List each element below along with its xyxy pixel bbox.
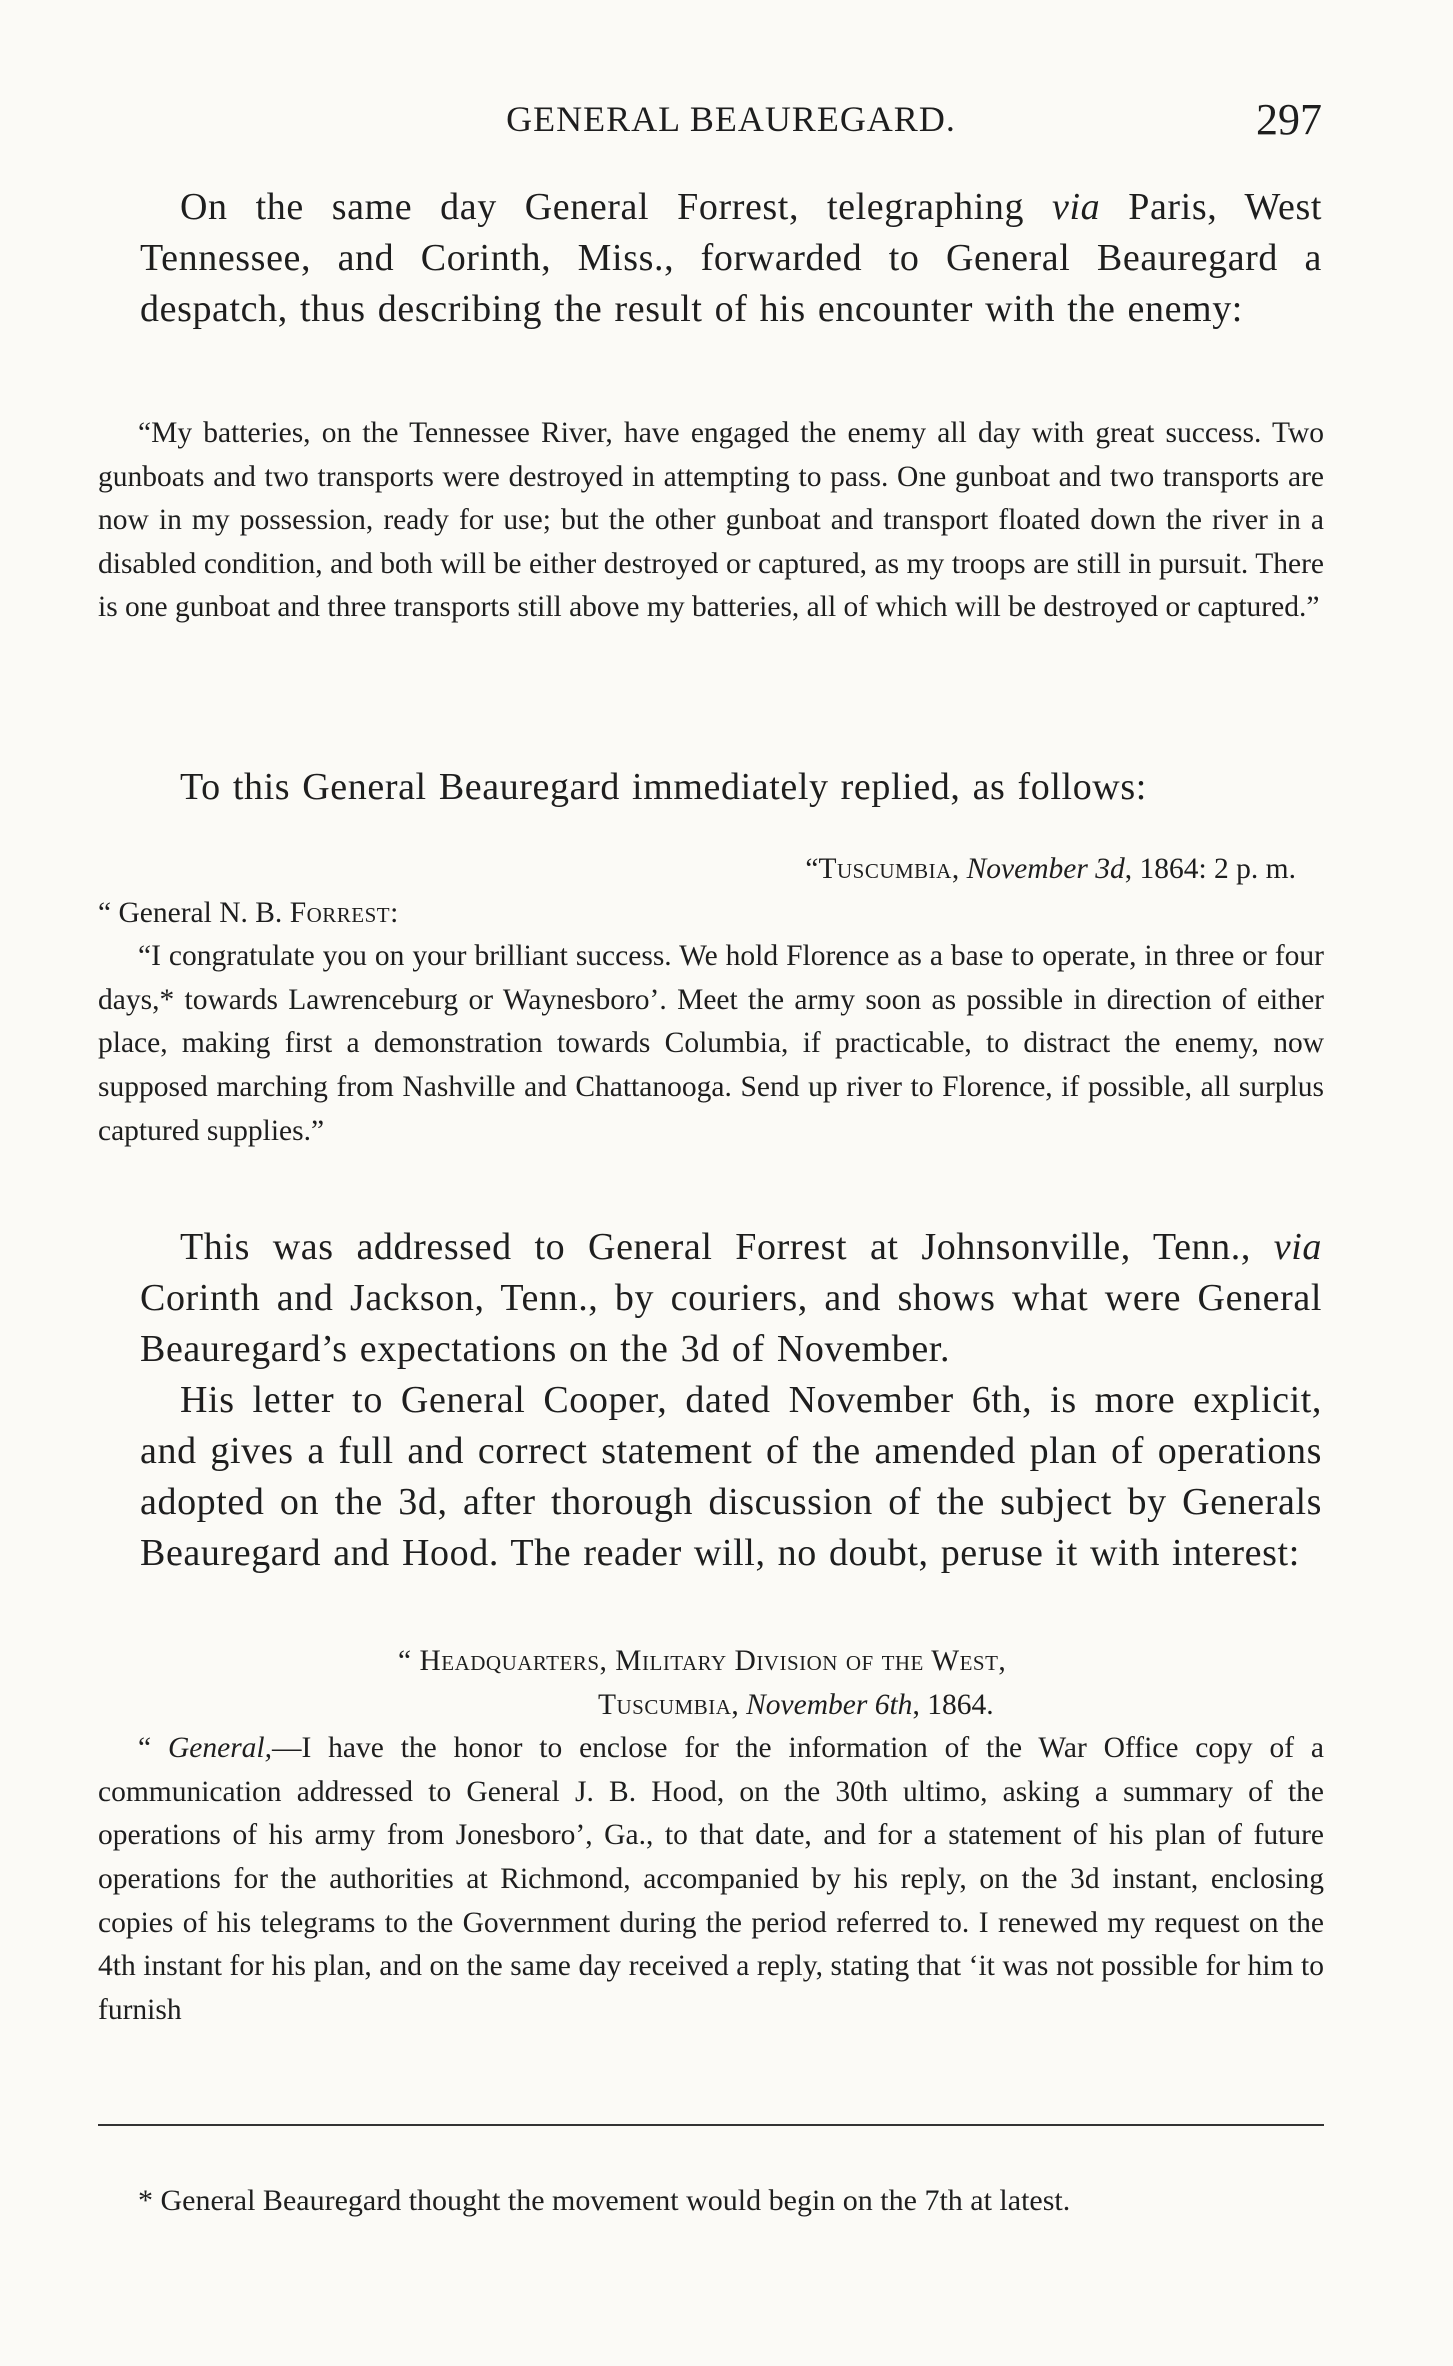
telegram-salutation-close: : (390, 896, 399, 929)
telegram-dateline-rest: , 1864: 2 p. m. (1124, 853, 1296, 885)
letter-heading-line-1: “ Headquarters, Military Division of the West, (398, 1645, 1007, 1677)
forrest-despatch-quote (98, 412, 1324, 630)
running-title: GENERAL BEAUREGARD. (506, 99, 956, 139)
letter-body: —I have the honor to enclose for the information of the War Office copy of a communication addressed to General J. B. Hood, on the 30th ultimo, asking a summary of the operations of his army from Jonesboro’, Ga., to that date, and for a statement of his plan of future operations for the authorities at Richmond, accompanied by his reply, on the 3d instant, enclosing copies of his telegrams to the Government during the period referred to. I renewed my request on the 4th instant for his plan, and on the same day received a reply, stating that ‘it was not possible for him to furnish (98, 1732, 1325, 2026)
telegram-salutation-open: “ General N. B. (98, 896, 290, 929)
telegram-dateline (98, 848, 1324, 892)
quote-1-text: “My batteries, on the Tennessee River, have engaged the enemy all day with great success. Two gunboats and two transports were destroyed in attempting to pass. One gunboat and two transports are now in my possession, ready for use; but the other gunboat and transport floated down the river in a disabled condition, and both will be either destroyed or captured, as my troops are still in pursuit. There is one gunboat and three transports still above my batteries, all of which will be destroyed or captured.” (98, 417, 1324, 624)
telegram-salutation (98, 892, 1324, 936)
letter-heading-place: Tuscumbia (598, 1688, 732, 1721)
footnote-text: * General Beauregard thought the movement would begin on the 7th at latest. (138, 2184, 1071, 2217)
beauregard-telegram (98, 848, 1324, 1153)
footnote-divider (98, 2124, 1324, 2126)
page-header (140, 95, 1322, 148)
paragraph-4-text: His letter to General Cooper, dated November 6th, is more explicit, and gives a full and correct statement of the amended plan of operations adopted on the 3d, after thorough discussion of the subject by Generals Beauregard and Hood. The reader will, no doubt, peruse it with interest: (140, 1379, 1322, 1574)
paragraph-3-text-b: Corinth and Jackson, Tenn., by couriers, and shows what were General Beauregard’s expectations on the 3d of November. (140, 1277, 1322, 1370)
paragraph-1-text-b: Paris, West Tennessee, and Corinth, Miss., forwarded to General Beauregard a despatch, thus describing the result of his encounter with the enemy: (140, 186, 1322, 330)
paragraph-2-text: To this General Beauregard immediately replied, as follows: (180, 766, 1147, 808)
letter-salutation-open: “ (138, 1732, 168, 1765)
paragraph-addressed (140, 1222, 1322, 1579)
letter-heading-line-2 (98, 1684, 1324, 1728)
paragraph-1-text-a: On the same day General Forrest, telegraphing (180, 186, 1053, 228)
letter-heading-rest: , 1864. (912, 1688, 994, 1721)
telegram-body: “I congratulate you on your brilliant success. We hold Florence as a base to operate, in three or four days,* towards Lawrenceburg or Waynesboro’. Meet the army soon as possible in direction of either place, making first a demonstration towards Columbia, if practicable, to distract the enemy, now supposed marching from Nashville and Chattanooga. Send up river to Florence, if possible, all surplus captured supplies.” (98, 940, 1324, 1147)
paragraph-forrest-despatch (140, 182, 1322, 335)
letter-heading-sep: , (731, 1688, 747, 1721)
paragraph-3-via: via (1273, 1226, 1322, 1268)
letter-body-paragraph (98, 1727, 1324, 2032)
paragraph-1-via: via (1052, 186, 1101, 228)
paragraph-beauregard-reply (140, 762, 1322, 813)
paragraph-3-text-a: This was addressed to General Forrest at Johnsonville, Tenn., (180, 1226, 1274, 1268)
footnote (98, 2148, 1324, 2253)
letter-salutation: General, (167, 1732, 272, 1765)
letter-heading-date: November 6th (746, 1688, 913, 1721)
telegram-dateline-open: “ (805, 853, 819, 885)
telegram-salutation-name: Forrest (289, 896, 391, 929)
telegram-dateline-place: Tuscumbia (818, 853, 952, 885)
cooper-letter (98, 1640, 1324, 2032)
telegram-dateline-date: November 3d (966, 853, 1125, 885)
telegram-dateline-sep: , (951, 853, 967, 885)
page-number: 297 (1256, 95, 1322, 144)
